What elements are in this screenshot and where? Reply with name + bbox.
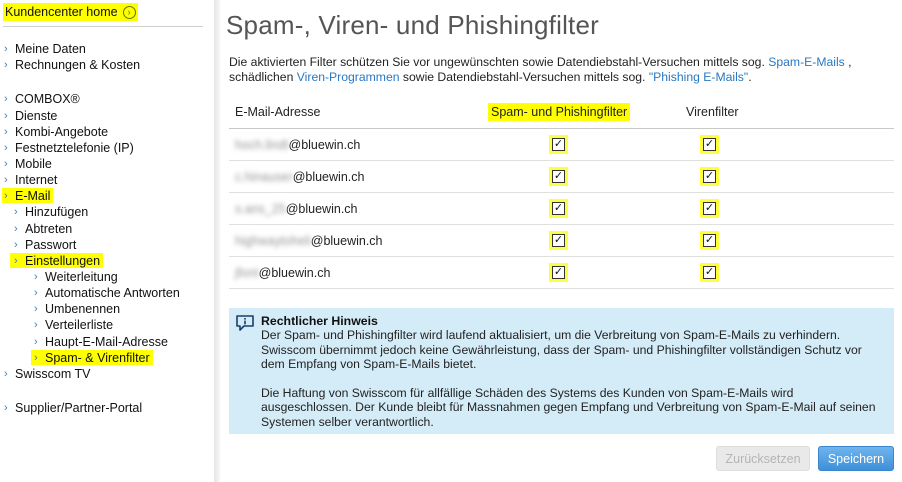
chevron-right-icon: › [4,141,8,154]
notice-paragraph: Die Haftung von Swisscom für allfällige Schäden des Systems des Kunden von Spam-E-Mails wird ausgeschlossen. Der Kunde bleibt für Massnahmen gegen Empfang und Verbreitung von Spam-E-Mail auf seinen Systemen selber verantwortlich. [261,385,876,429]
sidebar [0,0,212,482]
arrow-right-circle-icon: › [123,6,136,19]
virus-filter-checkbox[interactable]: ✓ [704,202,715,214]
virus-filter-checkbox[interactable]: ✓ [704,234,715,246]
chevron-right-icon: › [4,157,8,170]
spam-filter-checkbox[interactable]: ✓ [553,138,564,150]
table-row [229,129,894,161]
chevron-right-icon: › [14,254,18,267]
table-header [229,96,894,129]
chevron-right-icon: › [34,318,38,331]
divider [3,26,203,27]
sidebar-item-internet[interactable]: › Internet [4,172,58,187]
chevron-right-icon: › [34,302,38,315]
chevron-right-icon: › [14,205,18,218]
page-title: Spam-, Viren- und Phishingfilter [226,10,599,40]
virus-filter-checkbox[interactable]: ✓ [704,266,715,278]
sidebar-item-umbenennen[interactable]: › Umbenennen [34,301,121,316]
sidebar-item-passwort[interactable]: › Passwort [14,237,77,252]
sidebar-item-kombi-angebote[interactable]: › Kombi-Angebote [4,124,109,139]
filter-table [229,96,894,289]
chevron-right-icon: › [4,367,8,380]
sidebar-item-combox[interactable]: › COMBOX® [4,91,80,106]
sidebar-item-rechnungen[interactable]: › Rechnungen & Kosten [4,57,141,72]
column-header-spam: Spam- und Phishingfilter [488,103,630,121]
home-label: Kundencenter home [5,5,118,19]
spam-filter-checkbox[interactable]: ✓ [553,202,564,214]
phishing-emails-link[interactable]: "Phishing E-Mails" [648,70,749,84]
chevron-right-icon: › [34,286,38,299]
reset-button[interactable]: Zurücksetzen [716,446,810,471]
column-header-virus: Virenfilter [686,105,739,119]
virus-filter-checkbox[interactable]: ✓ [704,170,715,182]
spam-emails-link[interactable]: Spam-E-Mails [768,55,845,69]
chevron-right-icon: › [34,335,38,348]
sidebar-item-weiterleitung[interactable]: › Weiterleitung [34,269,118,284]
table-row [229,161,894,193]
spam-filter-checkbox[interactable]: ✓ [553,234,564,246]
chevron-right-icon: › [4,42,8,55]
chevron-right-icon: › [4,58,8,71]
chevron-right-icon: › [14,238,18,251]
kundencenter-home-link[interactable] [3,3,138,21]
chevron-right-icon: › [34,351,38,364]
chevron-right-icon: › [14,222,18,235]
sidebar-item-spam-virenfilter[interactable]: › Spam- & Virenfilter [31,350,153,365]
save-button[interactable]: Speichern [818,446,894,471]
sidebar-item-abtreten[interactable]: › Abtreten [14,221,73,236]
sidebar-item-meine-daten[interactable]: › Meine Daten [4,41,86,56]
chevron-right-icon: › [4,109,8,122]
notice-title: Rechtlicher Hinweis [261,314,378,328]
sidebar-item-hinzufuegen[interactable]: › Hinzufügen [14,204,89,219]
sidebar-item-supplier-portal[interactable]: › Supplier/Partner-Portal [4,400,143,415]
email-address: jfont@bluewin.ch [235,266,331,280]
sidebar-divider [214,0,220,482]
table-row [229,193,894,225]
sidebar-item-swisscom-tv[interactable]: › Swisscom TV [4,366,91,381]
speech-bubble-info-icon [235,314,255,332]
chevron-right-icon: › [4,92,8,105]
chevron-right-icon: › [34,270,38,283]
viren-programmen-link[interactable]: Viren-Programmen [296,70,400,84]
table-row [229,225,894,257]
sidebar-item-haupt-email-adresse[interactable]: › Haupt-E-Mail-Adresse [34,334,168,349]
sidebar-item-mobile[interactable]: › Mobile [4,156,52,171]
intro-text: Die aktivierten Filter schützen Sie vor ungewünschten sowie Datendiebstahl-Versuchen mittels sog. Spam-E-Mails , schädlichen Viren-Programmen sowie Datendiebstahl-Versuchen mittels sog. "Phishing E-Mails". [229,55,852,84]
virus-filter-checkbox[interactable]: ✓ [704,138,715,150]
spam-filter-checkbox[interactable]: ✓ [553,170,564,182]
sidebar-item-einstellungen[interactable]: › Einstellungen [10,253,103,268]
column-header-email: E-Mail-Adresse [235,105,321,119]
chevron-right-icon: › [4,401,8,414]
email-address: hoch.lindt@bluewin.ch [235,138,361,152]
notice-body [261,328,886,429]
email-address: s.ans_25@bluewin.ch [235,202,358,216]
email-address: highwaytoheli@bluewin.ch [235,234,383,248]
notice-paragraph: Der Spam- und Phishingfilter wird laufend aktualisiert, um die Verbreitung von Spam-E-Mails zu verhindern. Swisscom übernimmt jedoch keine Gewährleistung, dass der Spam- und Phishingfilter vollständigen Schutz vor dem Empfang von Spam-E-Mails bietet. [261,328,862,371]
sidebar-item-verteilerliste[interactable]: › Verteilerliste [34,317,114,332]
legal-notice [229,308,894,434]
email-address: c.hinauser@bluewin.ch [235,170,365,184]
sidebar-item-dienste[interactable]: › Dienste [4,108,58,123]
sidebar-item-automatische-antworten[interactable]: › Automatische Antworten [34,285,180,300]
chevron-right-icon: › [4,189,8,202]
sidebar-item-email[interactable]: › E-Mail [2,188,53,203]
spam-filter-checkbox[interactable]: ✓ [553,266,564,278]
chevron-right-icon: › [4,125,8,138]
chevron-right-icon: › [4,173,8,186]
table-row [229,257,894,289]
sidebar-item-festnetztelefonie[interactable]: › Festnetztelefonie (IP) [4,140,134,155]
